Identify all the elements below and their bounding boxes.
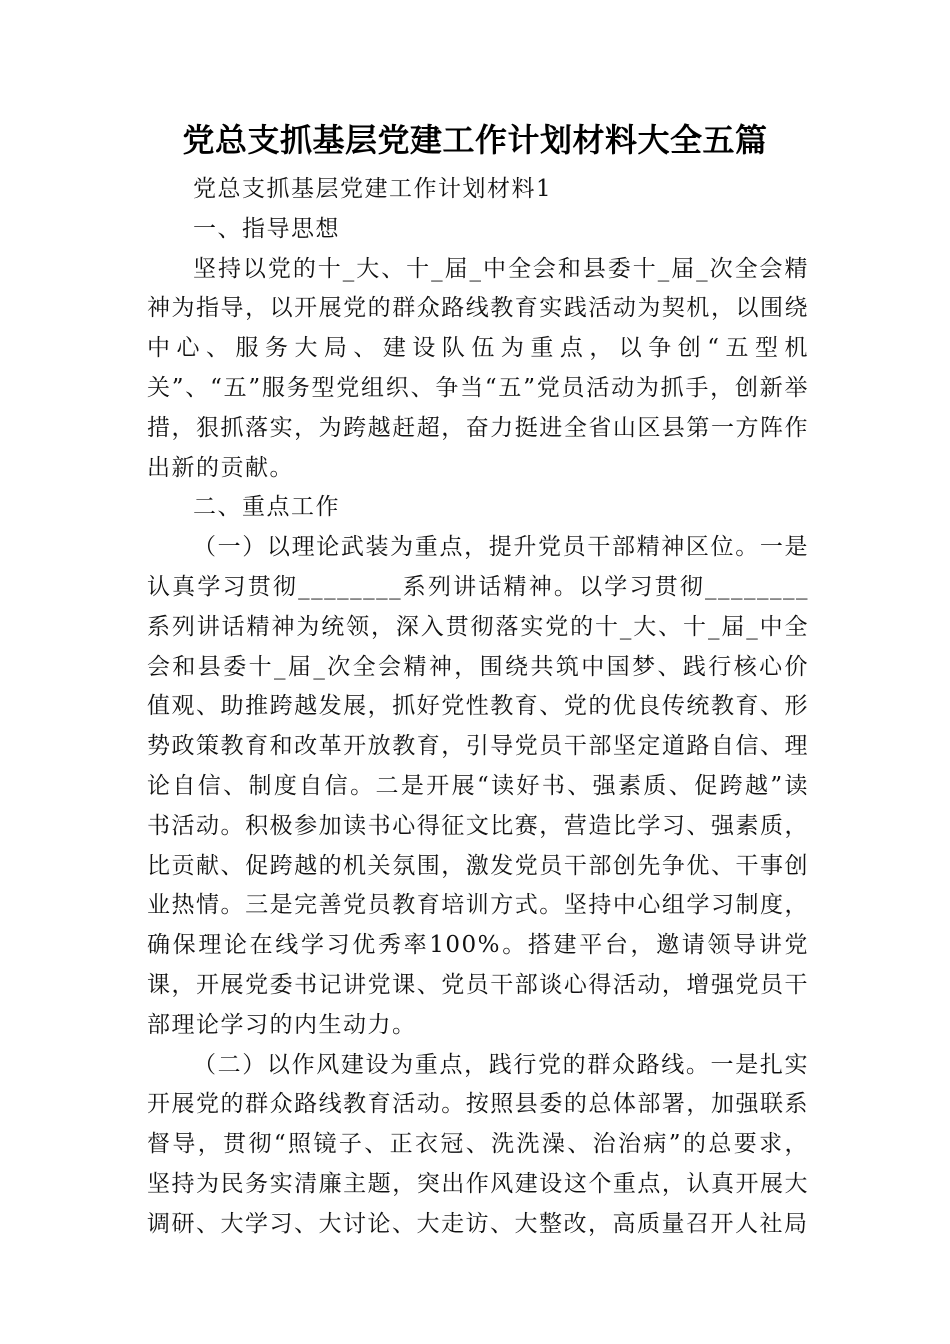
document-body xyxy=(147,170,809,1245)
section-heading-guiding-ideology: 一、指导思想 xyxy=(193,215,340,242)
section-heading-key-work: 二、重点工作 xyxy=(193,494,340,521)
document-title: 党总支抓基层党建工作计划材料大全五篇 xyxy=(182,121,768,159)
paragraph-theory-study: （一）以理论武装为重点，提升党员干部精神区位。一是认真学习贯彻________系列讲话精神。以学习贯彻________系列讲话精神为统领，深入贯彻落实党的十_大、十_届_中全会和县委十_届_次全会精神，围绕共筑中国梦、践行核心价值观、助推跨越发展，抓好党性教育、党的优良传统教育、形势政策教育和改革开放教育，引导党员干部坚定道路自信、理论自信、制度自信。二是开展“读好书、强素质、促跨越”读书活动。积极参加读书心得征文比赛，营造比学习、强素质，比贡献、促跨越的机关氛围，激发党员干部创先争优、干事创业热情。三是完善党员教育培训方式。坚持中心组学习制度，确保理论在线学习优秀率100%。搭建平台，邀请领导讲党课，开展党委书记讲党课、党员干部谈心得活动，增强党员干部理论学习的内生动力。 xyxy=(147,534,809,1038)
document-subtitle: 党总支抓基层党建工作计划材料1 xyxy=(193,176,553,202)
paragraph-guiding-ideology: 坚持以党的十_大、十_届_中全会和县委十_届_次全会精神为指导，以开展党的群众路线教育实践活动为契机，以围绕中心、服务大局、建设队伍为重点，以争创“五型机关”、“五”服务型党组织、争当“五”党员活动为抓手，创新举措，狠抓落实，为跨越赶超，奋力挺进全省山区县第一方阵作出新的贡献。 xyxy=(147,255,809,481)
paragraph-work-style: （二）以作风建设为重点，践行党的群众路线。一是扎实开展党的群众路线教育活动。按照县委的总体部署，加强联系督导，贯彻“照镜子、正衣冠、洗洗澡、治治病”的总要求，坚持为民务实清廉主题，突出作风建设这个重点，认真开展大调研、大学习、大讨论、大走访、大整改，高质量召开人社局 xyxy=(147,1051,809,1237)
